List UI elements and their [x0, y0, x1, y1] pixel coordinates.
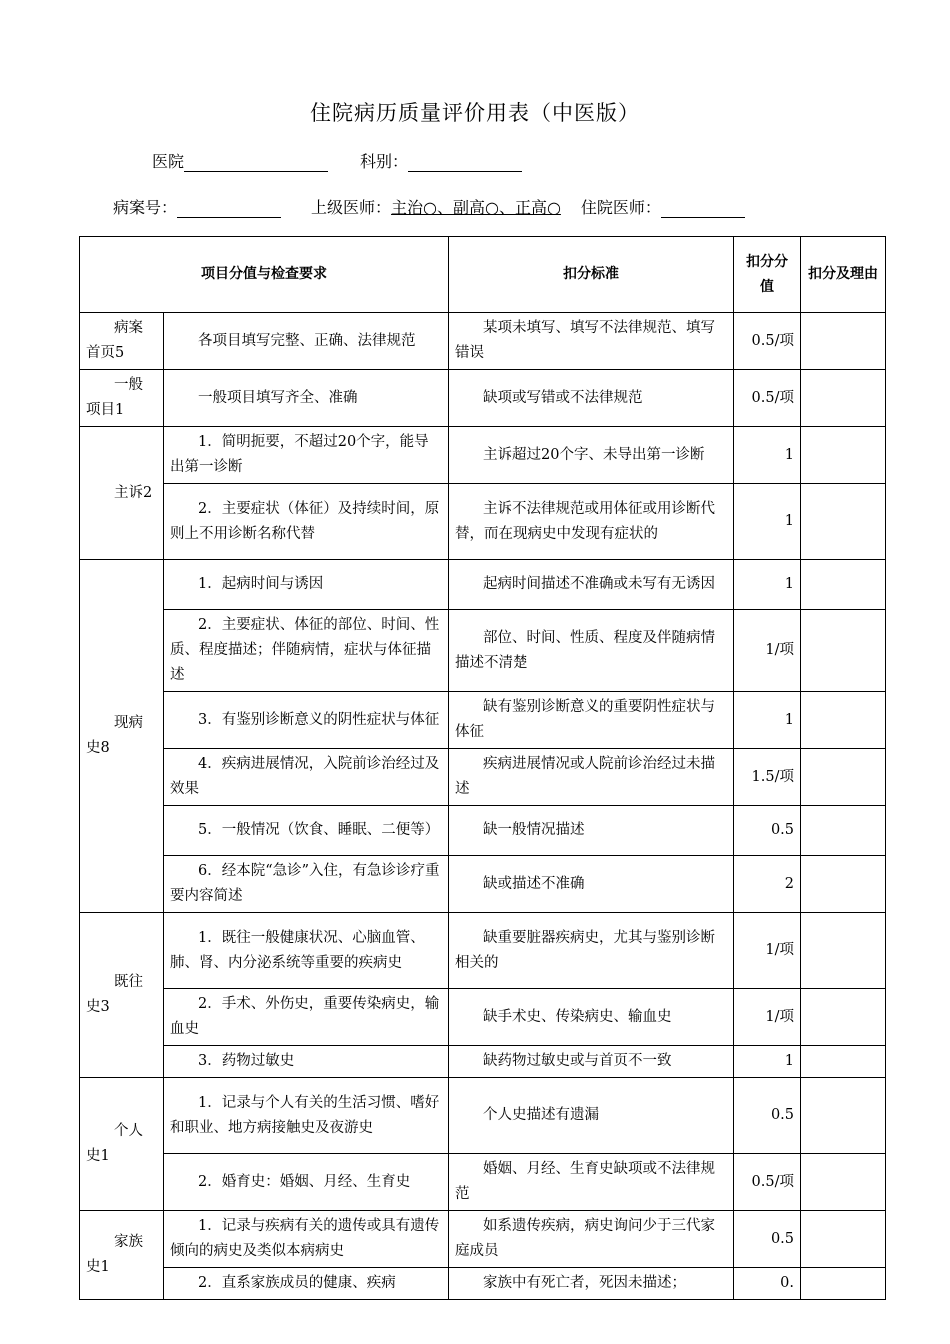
deduct-score-cell: 1: [734, 1046, 801, 1078]
deduct-reason-cell[interactable]: [801, 749, 886, 806]
requirement-cell: 2．婚育史：婚姻、月经、生育史: [164, 1154, 449, 1211]
deduct-reason-cell[interactable]: [801, 313, 886, 370]
deduct-score-cell: 1: [734, 484, 801, 560]
deduct-reason-cell[interactable]: [801, 1078, 886, 1154]
deduct-reason-cell[interactable]: [801, 610, 886, 692]
deduct-score-cell: 0.5/项: [734, 313, 801, 370]
table-row: [80, 989, 886, 1046]
requirement-cell: 5．一般情况（饮食、睡眠、二便等）: [164, 806, 449, 856]
deduct-reason-cell[interactable]: [801, 806, 886, 856]
table-row: [80, 1154, 886, 1211]
standard-cell: 部位、时间、性质、程度及伴随病情描述不清楚: [449, 610, 734, 692]
superior-label: 上级医师：: [311, 198, 392, 217]
category-cell: 既往史3: [80, 913, 164, 1078]
standard-cell: 家族中有死亡者，死因未描述；: [449, 1268, 734, 1300]
standard-cell: 缺有鉴别诊断意义的重要阴性症状与体征: [449, 692, 734, 749]
requirement-cell: 6．经本院“急诊”入住，有急诊诊疗重要内容简述: [164, 856, 449, 913]
standard-cell: 疾病进展情况或人院前诊治经过未描述: [449, 749, 734, 806]
requirement-cell: 1．记录与个人有关的生活习惯、嗜好和职业、地方病接触史及夜游史: [164, 1078, 449, 1154]
requirement-cell: 2．主要症状、体征的部位、时间、性质、程度描述；伴随病情，症状与体征描述: [164, 610, 449, 692]
evaluation-table: [79, 236, 886, 1300]
standard-cell: 主诉超过20个字、未导出第一诊断: [449, 427, 734, 484]
resident-label: 住院医师：: [580, 198, 661, 217]
deduct-score-cell: 0.5: [734, 1211, 801, 1268]
table-row: [80, 856, 886, 913]
category-cell: 病案首页5: [80, 313, 164, 370]
requirement-cell: 1．既往一般健康状况、心脑血管、肺、肾、内分泌系统等重要的疾病史: [164, 913, 449, 989]
table-row: [80, 370, 886, 427]
dept-label: 科别：: [360, 152, 409, 171]
category-cell: 个人史1: [80, 1078, 164, 1211]
requirement-cell: 4．疾病进展情况，入院前诊治经过及效果: [164, 749, 449, 806]
table-row: [80, 313, 886, 370]
table-row: [80, 484, 886, 560]
requirement-cell: 一般项目填写齐全、准确: [164, 370, 449, 427]
deduct-reason-cell[interactable]: [801, 560, 886, 610]
header-reason: 扣分及理由: [801, 237, 886, 313]
standard-cell: 某项未填写、填写不法律规范、填写错误: [449, 313, 734, 370]
table-row: [80, 806, 886, 856]
deduct-reason-cell[interactable]: [801, 427, 886, 484]
category-cell: 一般项目1: [80, 370, 164, 427]
requirement-cell: 1．起病时间与诱因: [164, 560, 449, 610]
standard-cell: 缺或描述不准确: [449, 856, 734, 913]
deduct-score-cell: 0.: [734, 1268, 801, 1300]
deduct-reason-cell[interactable]: [801, 856, 886, 913]
table-row: [80, 560, 886, 610]
deduct-score-cell: 0.5: [734, 806, 801, 856]
deduct-score-cell: 1: [734, 560, 801, 610]
deduct-reason-cell[interactable]: [801, 484, 886, 560]
header-standard: 扣分标准: [449, 237, 734, 313]
deduct-score-cell: 1/项: [734, 610, 801, 692]
requirement-cell: 3．药物过敏史: [164, 1046, 449, 1078]
standard-cell: 个人史描述有遗漏: [449, 1078, 734, 1154]
deduct-reason-cell[interactable]: [801, 1154, 886, 1211]
table-row: [80, 1211, 886, 1268]
table-row: [80, 749, 886, 806]
deduct-reason-cell[interactable]: [801, 1211, 886, 1268]
requirement-cell: 2．主要症状（体征）及持续时间，原则上不用诊断名称代替: [164, 484, 449, 560]
requirement-cell: 1．简明扼要，不超过20个字，能导出第一诊断: [164, 427, 449, 484]
standard-cell: 起病时间描述不准确或未写有无诱因: [449, 560, 734, 610]
standard-cell: 如系遗传疾病，病史询问少于三代家庭成员: [449, 1211, 734, 1268]
case-no-label: 病案号：: [113, 198, 178, 217]
deduct-score-cell: 1/项: [734, 989, 801, 1046]
deduct-score-cell: 0.5/项: [734, 370, 801, 427]
table-header-row: [80, 237, 886, 313]
standard-cell: 缺重要脏器疾病史，尤其与鉴别诊断相关的: [449, 913, 734, 989]
standard-cell: 缺药物过敏史或与首页不一致: [449, 1046, 734, 1078]
requirement-cell: 3．有鉴别诊断意义的阴性症状与体征: [164, 692, 449, 749]
deduct-reason-cell[interactable]: [801, 1268, 886, 1300]
deduct-reason-cell[interactable]: [801, 989, 886, 1046]
standard-cell: 缺项或写错或不法律规范: [449, 370, 734, 427]
deduct-score-cell: 0.5/项: [734, 1154, 801, 1211]
table-row: [80, 610, 886, 692]
table-row: [80, 913, 886, 989]
standard-cell: 婚姻、月经、生育史缺项或不法律规范: [449, 1154, 734, 1211]
deduct-score-cell: 1/项: [734, 913, 801, 989]
superior-options[interactable]: 主治○、副高○、正高○: [391, 198, 561, 217]
page-title: 住院病历质量评价用表（中医版）: [310, 101, 640, 125]
form-line-hospital: [152, 149, 522, 172]
deduct-score-cell: 1: [734, 427, 801, 484]
standard-cell: 缺手术史、传染病史、输血史: [449, 989, 734, 1046]
hospital-label: 医院: [152, 152, 185, 171]
table-row: [80, 1268, 886, 1300]
case-no-blank[interactable]: [177, 199, 281, 218]
table-row: [80, 427, 886, 484]
table-row: [80, 1078, 886, 1154]
deduct-reason-cell[interactable]: [801, 692, 886, 749]
requirement-cell: 2．直系家族成员的健康、疾病: [164, 1268, 449, 1300]
deduct-score-cell: 0.5: [734, 1078, 801, 1154]
resident-blank[interactable]: [661, 199, 745, 218]
requirement-cell: 1．记录与疾病有关的遗传或具有遗传倾向的病史及类似本病病史: [164, 1211, 449, 1268]
deduct-score-cell: 1.5/项: [734, 749, 801, 806]
header-deduct: 扣分分值: [734, 237, 801, 313]
header-item: 项目分值与检查要求: [80, 237, 449, 313]
deduct-reason-cell[interactable]: [801, 913, 886, 989]
category-cell: 家族史1: [80, 1211, 164, 1300]
deduct-score-cell: 2: [734, 856, 801, 913]
hospital-blank[interactable]: [184, 153, 328, 172]
table-row: [80, 692, 886, 749]
dept-blank[interactable]: [408, 153, 522, 172]
category-cell: 现病史8: [80, 560, 164, 913]
standard-cell: 缺一般情况描述: [449, 806, 734, 856]
deduct-score-cell: 1: [734, 692, 801, 749]
requirement-cell: 各项目填写完整、正确、法律规范: [164, 313, 449, 370]
category-cell: 主诉2: [80, 427, 164, 560]
table-row: [80, 1046, 886, 1078]
deduct-reason-cell[interactable]: [801, 1046, 886, 1078]
form-line-case: [113, 195, 745, 218]
requirement-cell: 2．手术、外伤史，重要传染病史，输血史: [164, 989, 449, 1046]
deduct-reason-cell[interactable]: [801, 370, 886, 427]
standard-cell: 主诉不法律规范或用体征或用诊断代替，而在现病史中发现有症状的: [449, 484, 734, 560]
